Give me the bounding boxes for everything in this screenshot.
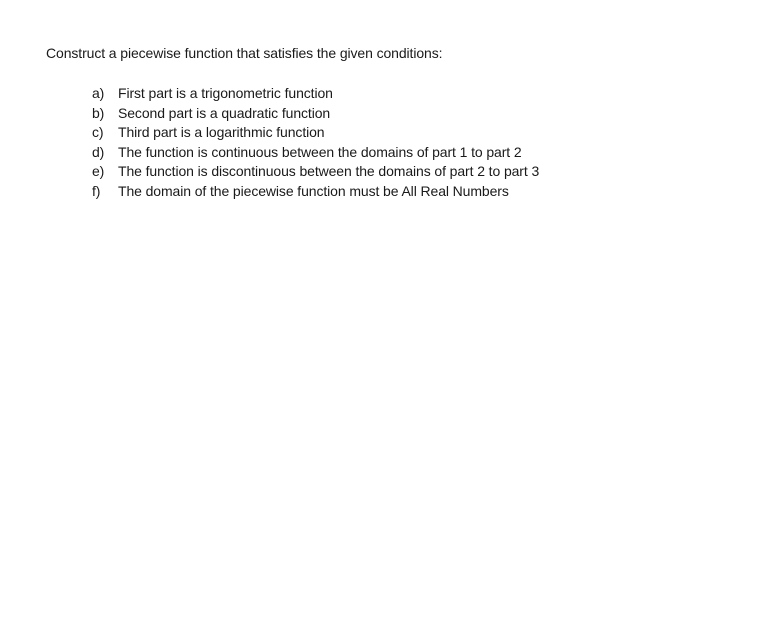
condition-item-d — [92, 143, 539, 163]
condition-marker: a) — [92, 85, 105, 101]
condition-text: The function is continuous between the domains of part 1 to part 2 — [118, 143, 522, 160]
condition-marker: e) — [92, 163, 105, 179]
condition-marker: f) — [92, 182, 101, 199]
condition-item-c — [92, 123, 539, 143]
condition-text: The function is discontinuous between the domains of part 2 to part 3 — [118, 163, 540, 179]
conditions-list — [92, 84, 539, 201]
condition-text: First part is a trigonometric function — [118, 85, 333, 101]
condition-text: Second part is a quadratic function — [118, 104, 331, 121]
condition-marker: c) — [92, 124, 104, 140]
condition-item-a — [92, 84, 539, 104]
condition-item-f — [92, 182, 539, 202]
problem-heading: Construct a piecewise function that satisfies the given conditions: — [46, 45, 443, 61]
condition-item-e — [92, 162, 539, 182]
condition-item-b — [92, 104, 539, 124]
condition-marker: d) — [92, 143, 105, 160]
condition-text: Third part is a logarithmic function — [118, 124, 325, 140]
condition-text: The domain of the piecewise function must be All Real Numbers — [118, 182, 509, 199]
condition-marker: b) — [92, 104, 105, 121]
